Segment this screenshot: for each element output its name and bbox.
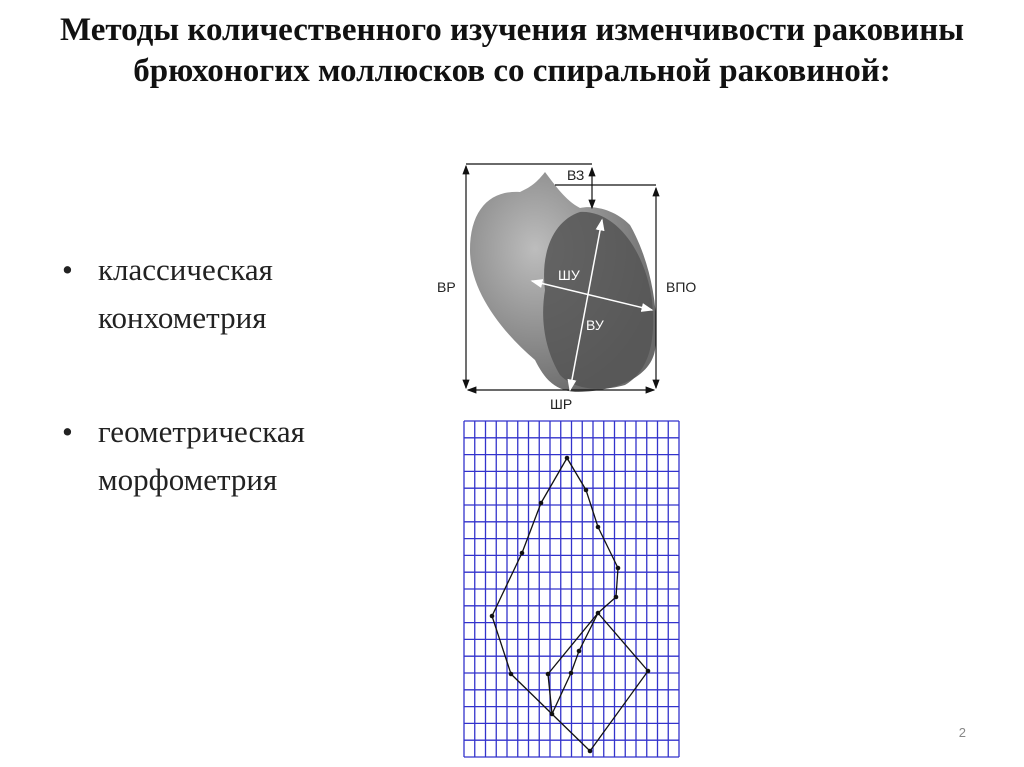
- outline-segment: [598, 613, 648, 671]
- landmark-point: [490, 614, 495, 619]
- landmark-point: [584, 488, 589, 493]
- landmark-point: [596, 525, 601, 530]
- label-apex-height: ВЗ: [567, 167, 585, 183]
- landmark-point: [539, 501, 544, 506]
- bullet-marker: •: [62, 414, 73, 449]
- label-shell-height: ВР: [437, 279, 456, 295]
- outline-segment: [492, 616, 511, 674]
- slide-title: Методы количественного изучения изменчивости раковины брюхоногих моллюсков со спиральной раковиной:: [60, 12, 964, 89]
- landmark-point: [520, 551, 525, 556]
- outline-segment: [598, 597, 616, 613]
- bullet-line: конхометрия: [98, 300, 267, 335]
- bullet-marker: •: [62, 252, 73, 287]
- label-shell-width: ШР: [550, 396, 573, 412]
- outline-segment: [541, 458, 567, 503]
- landmark-point: [509, 672, 514, 677]
- landmark-point: [614, 595, 619, 600]
- bullet-line: геометрическая: [98, 414, 305, 449]
- morphometry-grid: [464, 421, 679, 757]
- label-body-whorl-height: ВПО: [666, 279, 697, 295]
- landmark-point: [596, 611, 601, 616]
- outline-segment: [590, 671, 648, 751]
- landmark-point: [577, 649, 582, 654]
- landmark-outline: [490, 456, 651, 754]
- landmark-point: [550, 712, 555, 717]
- landmark-point: [546, 672, 551, 677]
- label-aperture-width: ШУ: [558, 267, 580, 283]
- outline-segment: [552, 673, 571, 714]
- outline-segment: [571, 651, 579, 673]
- label-aperture-height: ВУ: [586, 317, 604, 333]
- landmark-point: [588, 749, 593, 754]
- bullet-line: морфометрия: [98, 462, 278, 497]
- landmark-point: [616, 566, 621, 571]
- outline-segment: [567, 458, 586, 490]
- landmark-point: [565, 456, 570, 461]
- outline-segment: [522, 503, 541, 553]
- landmark-point: [646, 669, 651, 674]
- page-number: 2: [958, 725, 966, 740]
- landmark-point: [569, 671, 574, 676]
- bullet-line: классическая: [98, 252, 273, 287]
